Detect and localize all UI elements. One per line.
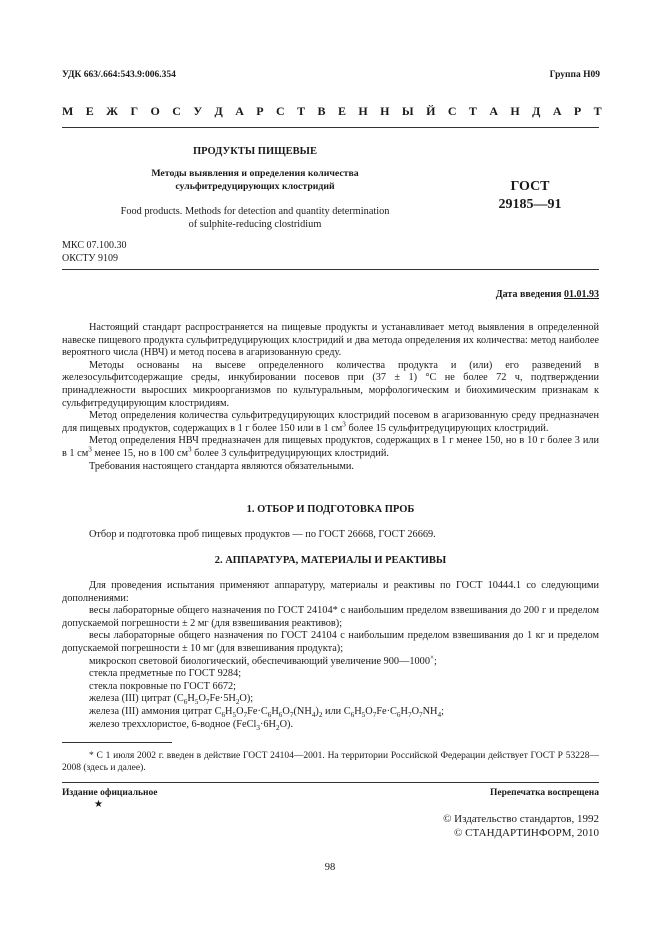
banner-letter: Т [593, 104, 602, 118]
banner-letter: С [276, 104, 285, 118]
banner-letter: Р [256, 104, 264, 118]
equipment-item-4: стекла предметные по ГОСТ 9284; [89, 668, 242, 680]
english-title-line1: Food products. Methods for detection and quantity determination [120, 206, 390, 217]
reprint-prohibited: Перепечатка воспрещена [489, 788, 599, 798]
interstate-standard-banner [62, 104, 602, 119]
banner-letter: А [489, 104, 498, 118]
classification-rule [62, 269, 599, 270]
okstu-code: ОКСТУ 9109 [62, 253, 119, 264]
udk-code: УДК 663/.664:543.9:006.354 [62, 70, 176, 80]
intro-text [62, 322, 599, 473]
footnote-rule [62, 742, 172, 743]
section-2-intro: Для проведения испытания применяют аппаратуру, материалы и реактивы по ГОСТ 10444.1 со следующими дополнениями: [62, 580, 599, 604]
banner-letter: Н [510, 104, 520, 118]
copyright-1992: © Издательство стандартов, 1992 [443, 813, 599, 825]
title-subtitle-line1: Методы выявления и определения количества [151, 168, 359, 179]
banner-letter: Т [297, 104, 306, 118]
banner-letter: А [235, 104, 244, 118]
copyright-2010: © СТАНДАРТИНФОРМ, 2010 [454, 827, 599, 839]
section-1-text: Отбор и подготовка проб пищевых продуктов — по ГОСТ 26668, ГОСТ 26669. [89, 529, 436, 540]
star-icon: ★ [94, 799, 103, 810]
reagent-item-7: железа (III) аммония цитрат $C_6H_5O_7Fe\cdot C_6H_6O_7(NH_4)_2$ или $C_6H_5O_7Fe\cdot C_6H_7O_7NH_4$; [89, 705, 444, 719]
banner-letter: Т [468, 104, 477, 118]
footnote: * С 1 июля 2002 г. введен в действие ГОСТ 24104—2001. На территории Российской Федерации действует ГОСТ Р 53228—2008 (здесь и далее). [62, 751, 599, 773]
mks-code: МКС 07.100.30 [62, 240, 127, 251]
footer-rule [62, 782, 599, 783]
equipment-item-2: весы лабораторные общего назначения по ГОСТ 24104 с наибольшим пределом взвешивания до 1 кг и пределом допускаемой погрешности ± 10 мг (для взвешивания продукта); [62, 630, 599, 654]
banner-letter: Й [426, 104, 436, 118]
banner-letter: Д [532, 104, 541, 118]
intro-paragraph-4: Метод определения НВЧ предназначен для пищевых продуктов, содержащих в 1 г менее 150, но в 10 г более 3 или в 1 $см^3$ менее 15, но в 100 $см^3$ более 3 сульфитредуцирующих клостридий. [62, 435, 599, 459]
banner-rule [62, 127, 599, 128]
intro-paragraph-5: Требования настоящего стандарта являются обязательными. [89, 460, 354, 472]
gost-number: 29185—91 [498, 197, 562, 212]
intro-paragraph-1: Настоящий стандарт распространяется на пищевые продукты и устанавливает метод выявления в определенной навеске пищевого продукта сульфитредуцирующих клостридий и два метода определения их количества: метод наиболее вероятного числа (НВЧ) и метод посева в агаризованную среду. [62, 322, 599, 359]
intro-paragraph-3: Метод определения количества сульфитредуцирующих клостридий посевом в агаризованную среду предназначен для пищевых продуктов, содержащих в 1 г более 150 или в 1 $см^3$ более 15 сульфитредуцирующих клостридий. [62, 410, 599, 434]
banner-letter: Е [337, 104, 346, 118]
reagent-item-8: железо треххлористое, 6-водное $(FeCl_3\cdot 6H_2O)$. [89, 718, 294, 732]
banner-letter: Е [85, 104, 94, 118]
official-edition: Издание официальное [62, 788, 158, 798]
section-1-title: 1. ОТБОР И ПОДГОТОВКА ПРОБ [246, 504, 415, 515]
banner-letter: М [62, 104, 74, 118]
banner-letter: С [172, 104, 181, 118]
banner-letter: А [552, 104, 562, 118]
banner-letter: Н [380, 104, 390, 118]
intro-date-value: 01.01.93 [564, 289, 599, 300]
banner-letter: С [447, 104, 457, 118]
intro-paragraph-2: Методы основаны на высеве определенного количества продукта и (или) его разведений в железосульфитсодержащие среды, инкубировании посевов при (37 ± 1) °С не более 72 ч, подтверждении принадлежности выросших микроорганизмов по культуральным, морфологическим и биохимическим признакам к сульфитредуцирующим клостридиям. [62, 359, 599, 409]
intro-date [400, 289, 599, 300]
equipment-item-5: стекла покровные по ГОСТ 6672; [89, 680, 236, 692]
equipment-item-3: микроскоп световой биологический, обеспечивающий увеличение 900—1000×; [89, 653, 437, 667]
banner-letter: Н [358, 104, 368, 118]
document-title: ПРОДУКТЫ ПИЩЕВЫЕ [193, 146, 317, 157]
banner-letter: Г [130, 104, 139, 118]
banner-letter: О [150, 104, 160, 118]
title-subtitle-line2: сульфитредуцирующих клостридий [175, 181, 335, 192]
gost-label: ГОСТ [510, 179, 550, 194]
banner-letter: Р [573, 104, 582, 118]
banner-letter: Д [214, 104, 223, 118]
banner-letter: У [193, 104, 203, 118]
equipment-item-1: весы лабораторные общего назначения по ГОСТ 24104* с наибольшим пределом взвешивания до 200 г и пределом допускаемой погрешности ± 2 мг (для взвешивания реактивов); [62, 605, 599, 629]
banner-letter: В [317, 104, 326, 118]
english-title-line2: of sulphite-reducing clostridium [188, 219, 322, 230]
section-2-text [62, 580, 599, 731]
section-2-title: 2. АППАРАТУРА, МАТЕРИАЛЫ И РЕАКТИВЫ [214, 555, 447, 566]
banner-letter: Ы [401, 104, 414, 118]
intro-date-label: Дата введения [495, 289, 562, 300]
banner-letter: Ж [106, 104, 119, 118]
reagent-item-6: железа (III) цитрат $(C_6H_5O_7Fe\cdot 5H_2O)$; [89, 693, 254, 707]
group-code: Группа Н09 [549, 70, 600, 80]
page-number: 98 [324, 862, 336, 873]
